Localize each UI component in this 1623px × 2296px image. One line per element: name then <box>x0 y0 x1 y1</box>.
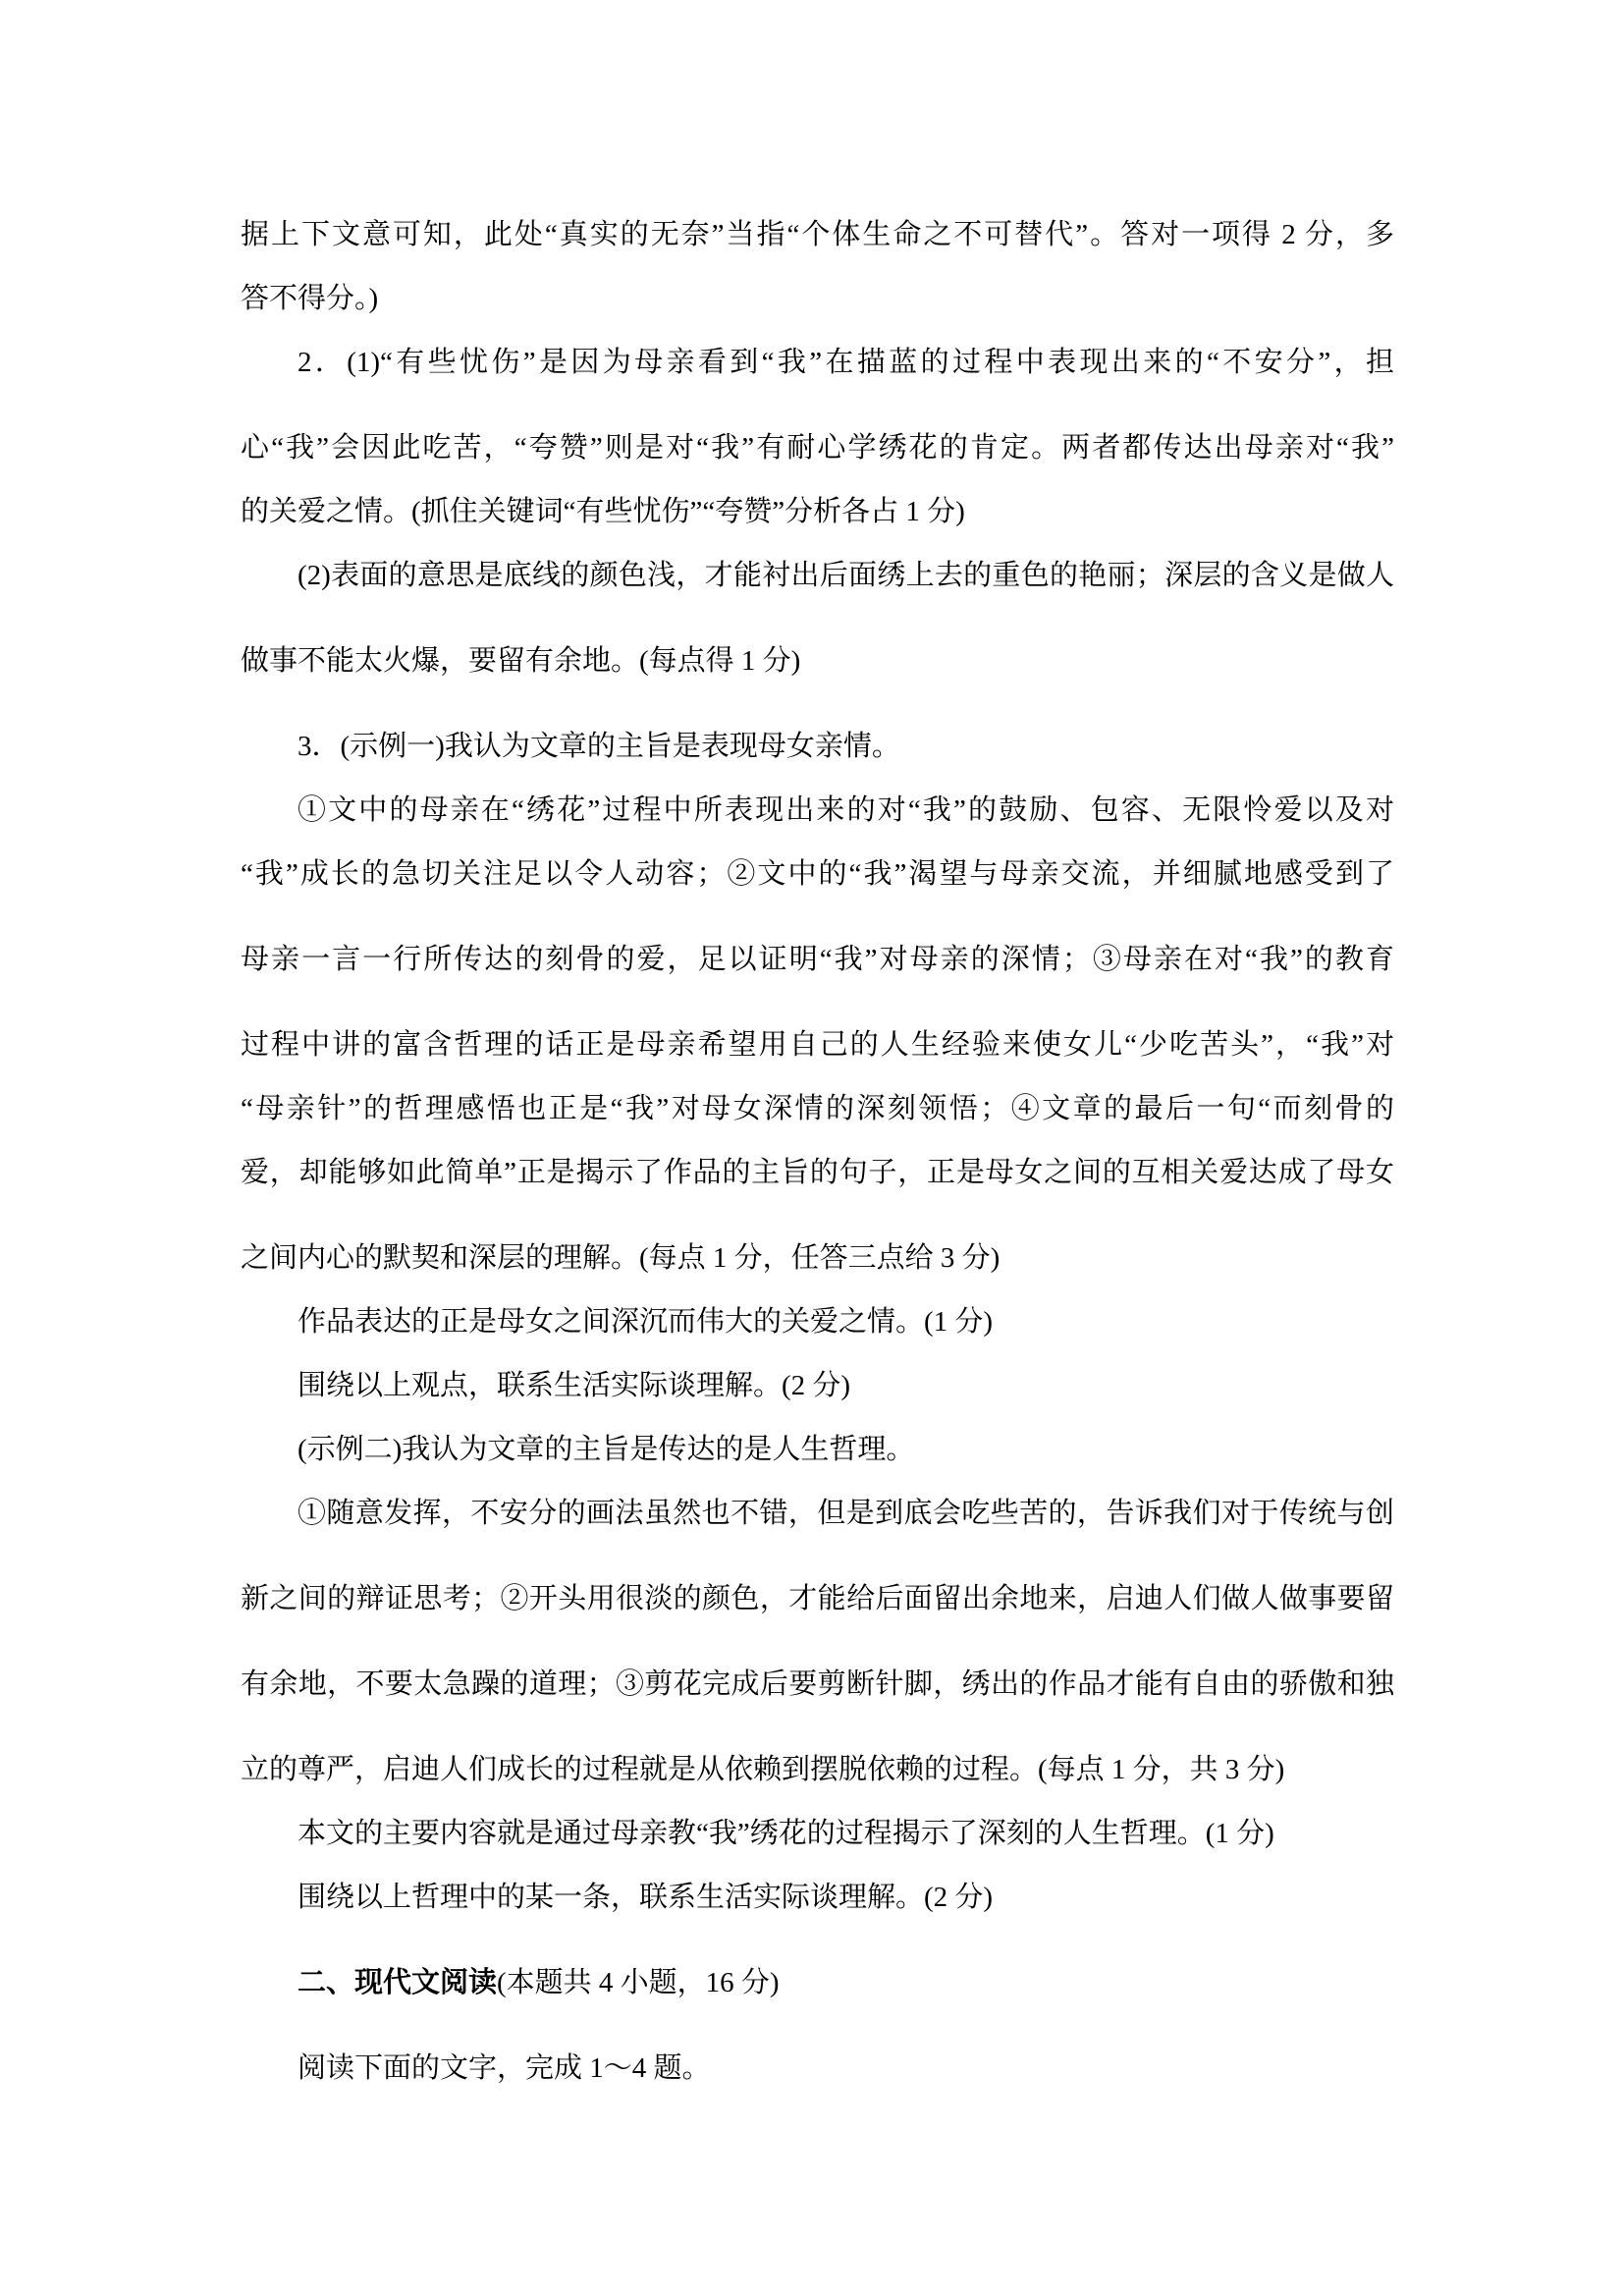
answer-key-text-block <box>241 203 1394 2101</box>
text-line: 据上下文意可知，此处“真实的无奈”当指“个体生命之不可替代”。答对一项得 2 分，多 <box>241 219 1394 250</box>
text-line: ①文中的母亲在“绣花”过程中所表现出来的对“我”的鼓励、包容、无限怜爱以及对 <box>298 794 1394 826</box>
text-line: 爱，却能够如此简单”正是揭示了作品的主旨的句子，正是母女之间的互相关爱达成了母女 <box>241 1157 1394 1188</box>
section-heading-title: 二、现代文阅读 <box>298 1967 498 1998</box>
text-line: 做事不能太火爆，要留有余地。(每点得 1 分) <box>241 645 801 677</box>
text-line-reading-instruction: 阅读下面的文字，完成 1～4 题。 <box>298 2052 711 2084</box>
text-line: 本文的主要内容就是通过母亲教“我”绣花的过程揭示了深刻的人生哲理。(1 分) <box>298 1818 1274 1849</box>
text-line: 作品表达的正是母女之间深沉而伟大的关爱之情。(1 分) <box>298 1306 994 1338</box>
text-line-answer-3-example-2: (示例二)我认为文章的主旨是传达的是人生哲理。 <box>298 1434 915 1465</box>
text-line: 过程中讲的富含哲理的话正是母亲希望用自己的人生经验来使女儿“少吃苦头”，“我”对 <box>241 1029 1394 1061</box>
text-line: 答不得分。) <box>241 283 379 314</box>
section-heading-points: (本题共 4 小题，16 分) <box>497 1967 780 1998</box>
text-line: 母亲一言一行所传达的刻骨的爱，足以证明“我”对母亲的深情；③母亲在对“我”的教育 <box>241 944 1394 975</box>
text-line: 的关爱之情。(抓住关键词“有些忧伤”“夸赞”分析各占 1 分) <box>241 496 965 527</box>
text-line: 立的尊严，启迪人们成长的过程就是从依赖到摆脱依赖的过程。(每点 1 分，共 3 分) <box>241 1754 1285 1785</box>
text-line-answer-2-2: (2)表面的意思是底线的颜色浅，才能衬出后面绣上去的重色的艳丽；深层的含义是做人 <box>298 560 1394 591</box>
text-line: “母亲针”的哲理感悟也正是“我”对母女深情的深刻领悟；④文章的最后一句“而刻骨的 <box>241 1093 1394 1124</box>
section-heading-modern-text-reading <box>241 1951 1394 2015</box>
text-line: 之间内心的默契和深层的理解。(每点 1 分，任答三点给 3 分) <box>241 1242 1001 1274</box>
text-line: 有余地，不要太急躁的道理；③剪花完成后要剪断针脚，绣出的作品才能有自由的骄傲和独 <box>241 1668 1394 1700</box>
text-line: 围绕以上观点，联系生活实际谈理解。(2 分) <box>298 1370 851 1401</box>
text-line: 新之间的辩证思考；②开头用很淡的颜色，才能给后面留出余地来，启迪人们做人做事要留 <box>241 1583 1394 1614</box>
text-line-answer-2-1: 2．(1)“有些忧伤”是因为母亲看到“我”在描蓝的过程中表现出来的“不安分”，担 <box>298 347 1394 378</box>
text-line: ①随意发挥，不安分的画法虽然也不错，但是到底会吃些苦的，告诉我们对于传统与创 <box>298 1498 1394 1529</box>
text-line-answer-3-example-1: 3．(示例一)我认为文章的主旨是表现母女亲情。 <box>298 731 900 762</box>
text-line: 围绕以上哲理中的某一条，联系生活实际谈理解。(2 分) <box>298 1882 994 1913</box>
text-line: 心“我”会因此吃苦，“夸赞”则是对“我”有耐心学绣花的肯定。两者都传达出母亲对“我” <box>241 432 1394 464</box>
text-line: “我”成长的急切关注足以令人动容；②文中的“我”渴望与母亲交流，并细腻地感受到了 <box>241 858 1394 890</box>
